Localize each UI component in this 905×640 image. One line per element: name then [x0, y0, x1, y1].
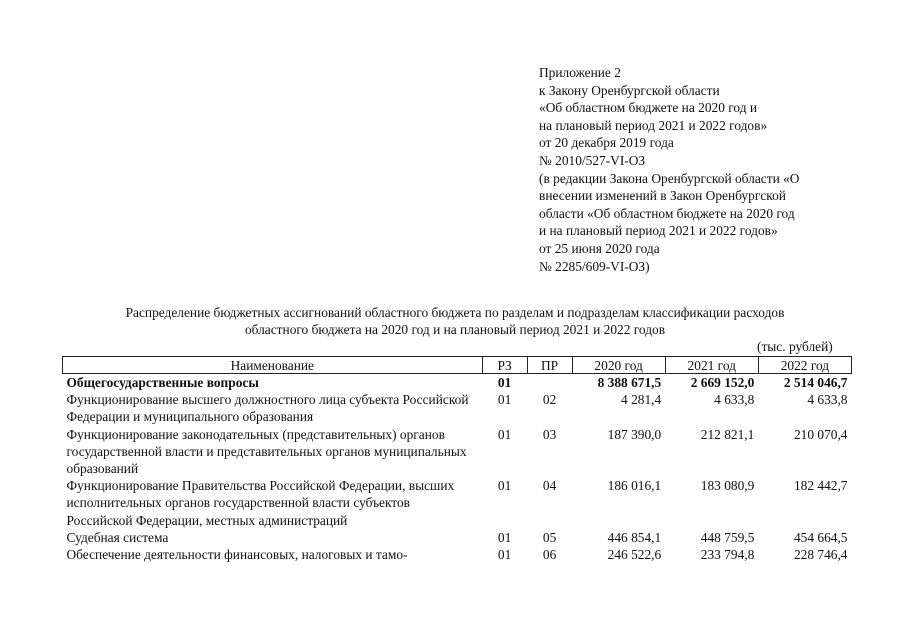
- table-row: [63, 546, 852, 563]
- row-2020: 4 281,4: [621, 392, 662, 408]
- row-2020: 446 854,1: [607, 529, 662, 545]
- appendix-line: и на плановый период 2021 и 2022 годов»: [539, 223, 778, 239]
- unit-label: (тыс. рублей): [757, 339, 833, 354]
- row-2021: 2 669 152,0: [690, 375, 755, 390]
- budget-table: [62, 356, 852, 563]
- appendix-line: (в редакции Закона Оренбургской области «О: [539, 170, 800, 186]
- row-name: Судебная система: [66, 529, 169, 545]
- row-rz: 01: [497, 529, 512, 545]
- header-name: Наименование: [63, 357, 483, 374]
- row-2022: 4 633,8: [807, 392, 848, 408]
- row-pr: 05: [542, 529, 557, 545]
- row-name: Функционирование законодательных (представительных) органов государственной власти и представительных органов муниципальных образований: [66, 426, 467, 477]
- row-2022: 454 664,5: [793, 529, 848, 545]
- header-pr: ПР: [527, 357, 572, 374]
- row-pr: [527, 374, 572, 392]
- appendix-line: № 2010/527-VI-ОЗ: [539, 152, 646, 168]
- appendix-line: области «Об областном бюджете на 2020 год: [539, 205, 795, 221]
- table-row: [63, 391, 852, 425]
- row-2021: 212 821,1: [700, 426, 755, 442]
- row-name: Функционирование высшего должностного лица субъекта Российской Федерации и муниципального образования: [66, 392, 469, 425]
- appendix-line: внесении изменений в Закон Оренбургской: [539, 188, 786, 204]
- row-name: Функционирование Правительства Российской Федерации, высших исполнительных органов государственной власти субъектов Российской Федерации, местных администраций: [66, 478, 455, 528]
- row-2021: 183 080,9: [700, 478, 755, 494]
- appendix-line: от 25 июня 2020 года: [539, 240, 660, 256]
- table-row: [63, 374, 852, 392]
- header-2020: 2020 год: [572, 357, 665, 374]
- header-2021: 2021 год: [665, 357, 758, 374]
- row-2022: 2 514 046,7: [783, 375, 848, 390]
- appendix-line: «Об областном бюджете на 2020 год и: [539, 100, 758, 116]
- row-2021: 448 759,5: [700, 529, 755, 545]
- appendix-note: [539, 64, 859, 275]
- row-2022: 228 746,4: [793, 547, 848, 563]
- row-name: Общегосударственные вопросы: [66, 375, 259, 390]
- row-2020: 246 522,6: [607, 547, 662, 563]
- table-row: [63, 529, 852, 546]
- row-2022: 182 442,7: [793, 478, 848, 494]
- row-2020: 187 390,0: [607, 426, 662, 442]
- table-header: [63, 357, 852, 374]
- row-pr: 02: [542, 392, 557, 408]
- appendix-line: на плановый период 2021 и 2022 годов»: [539, 117, 768, 133]
- row-2022: 210 070,4: [793, 426, 848, 442]
- row-2021: 4 633,8: [714, 392, 755, 408]
- row-pr: 03: [542, 426, 557, 442]
- appendix-line: № 2285/609-VI-ОЗ): [539, 258, 650, 274]
- row-2021: 233 794,8: [700, 547, 755, 563]
- table-header-row: [63, 357, 852, 374]
- appendix-line: от 20 декабря 2019 года: [539, 135, 674, 151]
- row-pr: 06: [542, 547, 557, 563]
- table-row: [63, 426, 852, 478]
- document-title: [40, 304, 870, 338]
- row-rz: 01: [497, 478, 512, 494]
- row-rz: 01: [497, 426, 512, 442]
- header-2022: 2022 год: [758, 357, 851, 374]
- appendix-line: Приложение 2: [539, 65, 621, 80]
- row-rz: 01: [497, 547, 512, 563]
- row-rz: 01: [497, 392, 512, 408]
- row-2020: 8 388 671,5: [597, 375, 662, 390]
- document-title-line-2: областного бюджета на 2020 год и на плановый период 2021 и 2022 годов: [244, 322, 666, 337]
- table-row: [63, 477, 852, 529]
- header-rz: РЗ: [482, 357, 527, 374]
- row-name: Обеспечение деятельности финансовых, налоговых и тамо-: [66, 547, 408, 563]
- appendix-line: к Закону Оренбургской области: [539, 82, 720, 98]
- row-2020: 186 016,1: [607, 478, 662, 494]
- row-pr: 04: [542, 478, 557, 494]
- document-title-line-1: Распределение бюджетных ассигнований областного бюджета по разделам и подразделам классификации расходов: [125, 305, 785, 320]
- row-rz: 01: [497, 375, 512, 390]
- table-body: [63, 374, 852, 564]
